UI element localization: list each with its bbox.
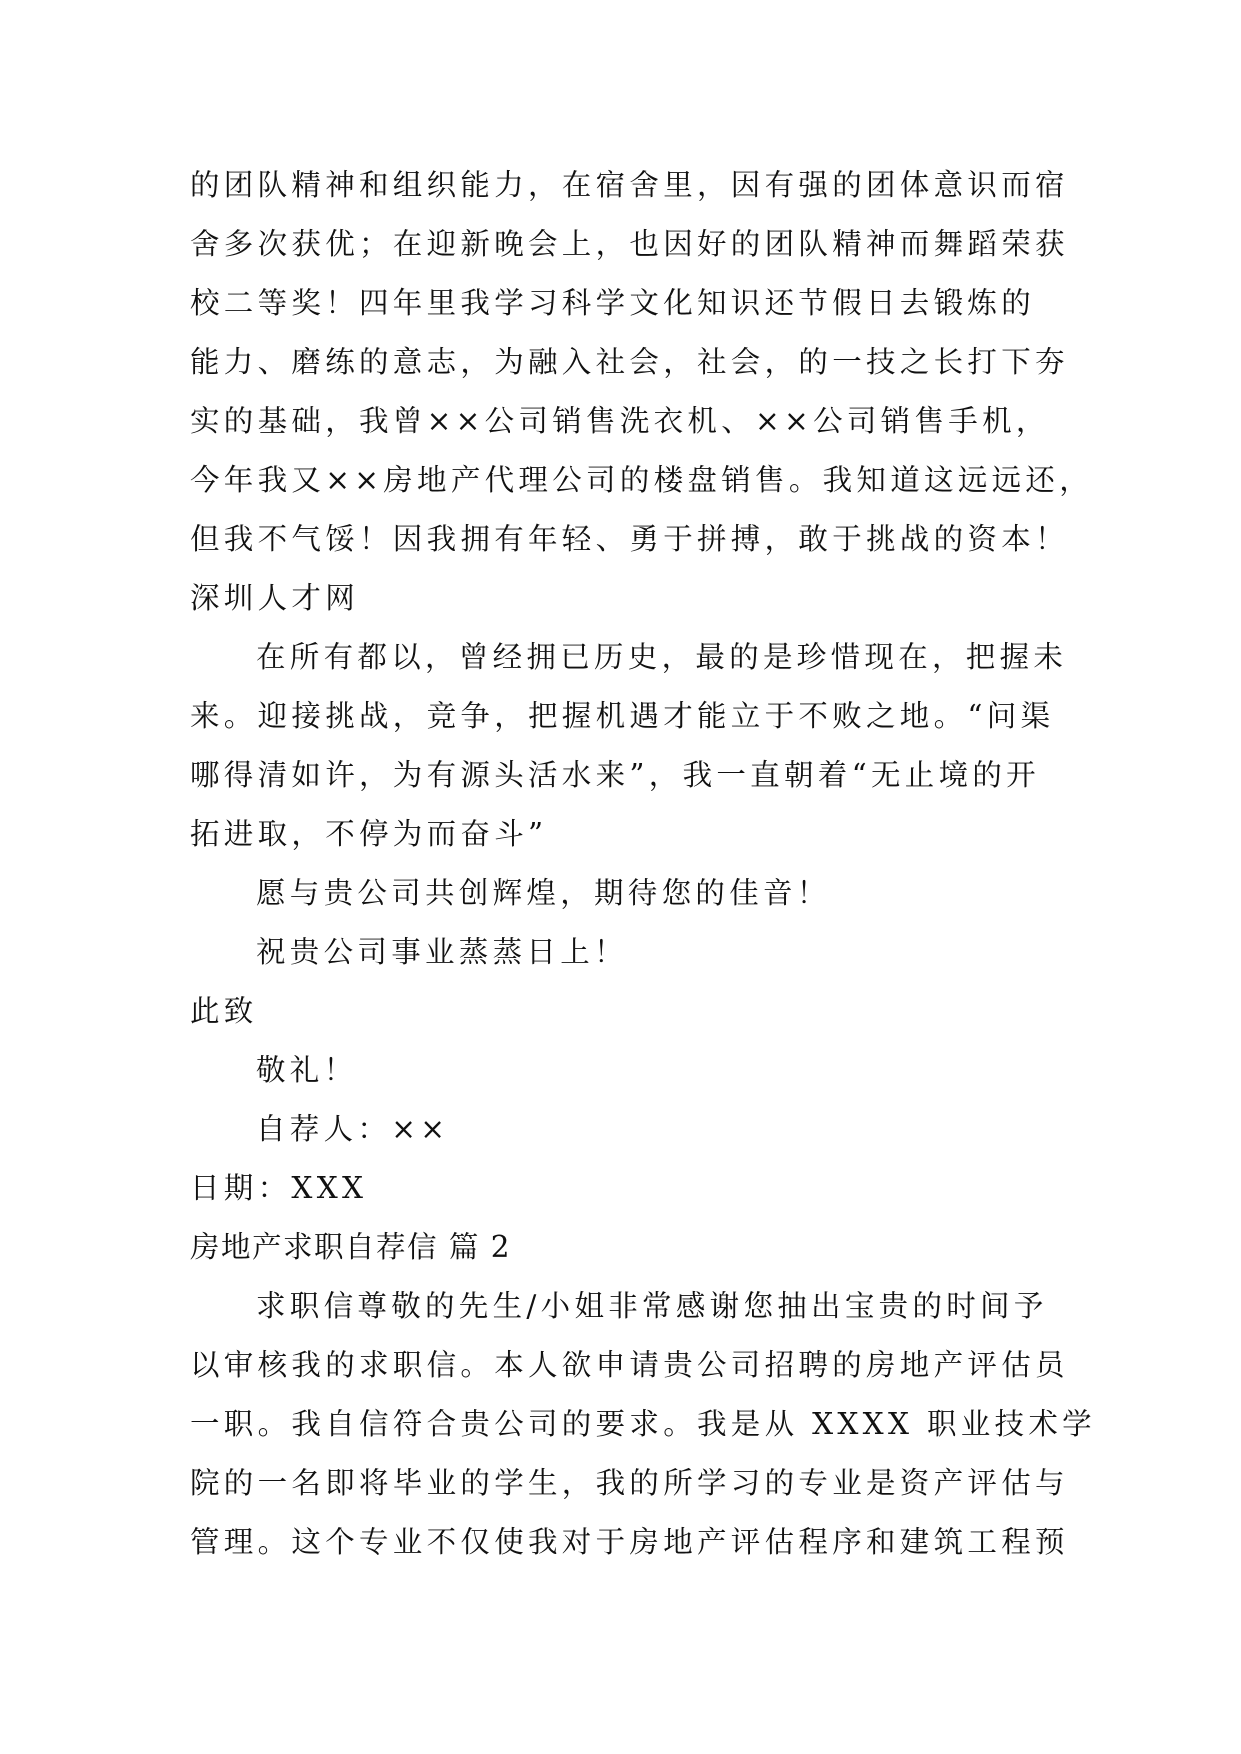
text-line: 拓进取，不停为而奋斗”: [190, 817, 548, 851]
text-line: 的团队精神和组织能力，在宿舍里，因有强的团体意识而宿: [190, 168, 1069, 202]
text-line: 祝贵公司事业蒸蒸日上！: [256, 935, 628, 969]
salutation: 此致: [190, 994, 258, 1028]
text-line: 一职。我自信符合贵公司的要求。我是从 XXXX 职业技术学: [190, 1407, 1096, 1441]
text-line: 愿与贵公司共创辉煌，期待您的佳音！: [256, 876, 831, 910]
text-line: 管理。这个专业不仅使我对于房地产评估程序和建筑工程预: [190, 1525, 1069, 1559]
text-line: 舍多次获优；在迎新晚会上，也因好的团队精神而舞蹈荣获: [190, 227, 1069, 261]
signature-line: 自荐人：××: [256, 1112, 450, 1146]
text-line: 求职信尊敬的先生/小姐非常感谢您抽出宝贵的时间予: [256, 1289, 1048, 1323]
text-line: 深圳人才网: [190, 581, 360, 615]
text-line: 实的基础，我曾××公司销售洗衣机、××公司销售手机，: [190, 404, 1050, 438]
section-heading: 房地产求职自荐信 篇 2: [190, 1230, 512, 1264]
text-line: 以审核我的求职信。本人欲申请贵公司招聘的房地产评估员: [190, 1348, 1069, 1382]
text-line: 但我不气馁！因我拥有年轻、勇于拼搏，敢于挑战的资本！: [190, 522, 1069, 556]
text-line: 来。迎接挑战，竞争，把握机遇才能立于不败之地。“问渠: [190, 699, 1055, 733]
closing: 敬礼！: [256, 1053, 358, 1087]
text-line: 在所有都以，曾经拥已历史，最的是珍惜现在，把握未: [256, 640, 1068, 674]
text-line: 能力、磨练的意志，为融入社会，社会，的一技之长打下夯: [190, 345, 1069, 379]
document-body: [190, 156, 1096, 1572]
text-line: 校二等奖！四年里我学习科学文化知识还节假日去锻炼的: [190, 286, 1036, 320]
text-line: 哪得清如许，为有源头活水来”，我一直朝着“无止境的开: [190, 758, 1040, 792]
date-line: 日期：XXX: [190, 1171, 368, 1205]
text-line: 院的一名即将毕业的学生，我的所学习的专业是资产评估与: [190, 1466, 1069, 1500]
text-line: 今年我又××房地产代理公司的楼盘销售。我知道这远远还，: [190, 463, 1094, 497]
